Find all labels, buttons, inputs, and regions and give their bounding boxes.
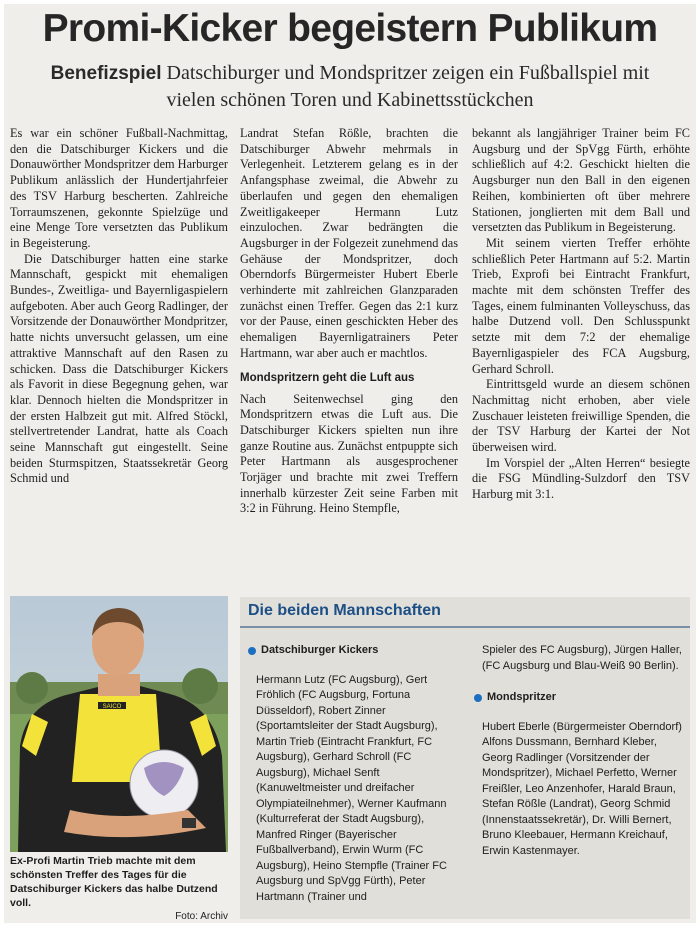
team-list-continued: [474, 643, 684, 859]
article-paragraph: bekannt als langjähriger Trainer beim FC Augsburg und der SpVgg Fürth, erhöhte schließlich auf 4:2. Geschickt hielten die Augsburger nun den Ball in den eigenen Reihen, kombinierten oft über mehrere Stationen, jonglierten mit dem Ball und versetzten das Publikum in Begeisterung.: [472, 126, 690, 235]
article-paragraph: Es war ein schöner Fußball-Nachmittag, den die Datschiburger Kickers und die Donauwörther Mondspritzer dem Harburger Publikum anlässlich der Hundertjahrfeier des TSV Harburg bescherten. Zahlreiche Torraumszenen, gekonnte Spielzüge und eine Menge Tore versetzten das Publikum in Begeisterung.: [10, 126, 228, 250]
article-column-3: [472, 126, 690, 586]
photo-caption: [10, 854, 228, 924]
crosshead: Mondspritzern geht die Luft aus: [240, 371, 415, 384]
photo-credit: Foto: Archiv: [175, 911, 228, 922]
bullet-icon: [248, 647, 256, 655]
article-column-2: [240, 126, 458, 586]
infobox-divider: [240, 626, 690, 628]
caption-text: Ex-Profi Martin Trieb machte mit dem schönsten Treffer des Tages für die Datschiburger Kickers das halbe Dutzend voll.: [10, 855, 218, 909]
team-name: Datschiburger Kickers: [261, 644, 379, 656]
team-heading: [248, 643, 464, 659]
team-heading: [474, 690, 684, 706]
photo-illustration: [10, 596, 228, 852]
article-column-1: [10, 126, 228, 586]
player-list: Hubert Eberle (Bürgermeister Oberndorf) Alfons Dussmann, Bernhard Kleber, Georg Radlinger (Vorsitzender der Mondspritzer), Michael Perfetto, Werner Freißler, Leo Anzenhofer, Harald Braun, Stefan Rößle (Landrat), Georg Schmid (Innenstaatssekretär), Dr. Willi Bernert, Bruno Kleebauer, Hermann Kreichauf, Erwin Kastenmayer.: [482, 720, 682, 857]
player-photo: [10, 596, 228, 852]
headline: Promi-Kicker begeistern Publikum: [42, 7, 658, 50]
article-paragraph: Nach Seitenwechsel ging den Mondspritzern etwas die Luft aus. Die Datschiburger Kickers spielten nun ihre ganze Routine aus. Zunächst entpuppte sich Peter Hartmann als ausgesprochener Torjäger und brachte mit zwei Treffern innerhalb kürzester Zeit seine Farben mit 3:2 in Führung. Heino Stempfle,: [240, 391, 458, 516]
article-paragraph: Eintrittsgeld wurde an diesem schönen Nachmittag nicht erhoben, aber viele Zuschauer leisteten freiwillige Spenden, die der TSV Harburg der Kartei der Not überweisen wird.: [472, 377, 690, 455]
teams-infobox: [240, 597, 690, 919]
infobox-title: Die beiden Mannschaften: [248, 602, 441, 619]
article-paragraph: Mit seinem vierten Treffer erhöhte schließlich Peter Hartmann auf 5:2. Martin Trieb, Exprofi bei Eintracht Frankfurt, machte mit dem schönsten Treffer des Tages, einem fulminanten Volleyschuss, das halbe Dutzend voll. Den Schlusspunkt setzte mit dem 7:2 der ehemalige Bayernligaspieler des FCA Augsburg, Gerhard Schroll.: [472, 235, 690, 376]
newspaper-page: [4, 4, 696, 923]
player-list-continued: Spieler des FC Augsburg), Jürgen Haller, (FC Augsburg und Blau-Weiß 90 Berlin).: [482, 644, 682, 672]
svg-text:SAICO: SAICO: [102, 704, 122, 710]
article-paragraph: Im Vorspiel der „Alten Herren“ besiegte die FSG Mündling-Sulzdorf den TSV Harburg mit 3:1.: [472, 455, 690, 502]
subheadline: [34, 60, 666, 113]
article-paragraph: Landrat Stefan Rößle, brachten die Datschiburger Abwehr mehrmals in Verlegenheit. Letzterem gelang es in der Anfangsphase zweimal, die Abwehr zu überlaufen und gegen den ehemaligen Zweitligakeeper Hermann Lutz einzulochen. Zwar bedrängten die Augsburger in der Folgezeit zunehmend das Gehäuse der Mondspritzer, doch Oberndorfs Bürgermeister Hubert Eberle verhinderte mit zahlreichen Glanzparaden zunächst einen Treffer. Gegen das 2:1 kurz vor der Pause, einen geschickten Heber des ehemaligen Bayernligatrainers Peter Hartmann, war aber auch er machtlos.: [240, 126, 458, 360]
bullet-icon: [474, 694, 482, 702]
player-list: Hermann Lutz (FC Augsburg), Gert Fröhlich (FC Augsburg, Fortuna Düsseldorf), Robert Zinner (Sportamtsleiter der Stadt Augsburg), Martin Trieb (Eintracht Frankfurt, FC Augsburg), Gerhard Schroll (FC Augsburg), Michael Senft (Kanuweltmeister und dreifacher Olympiateilnehmer), Werner Kaufmann (Kulturreferat der Stadt Augsburg), Manfred Ringer (Bayerischer Fußballverband), Erwin Wurm (FC Augsburg), Heino Stempfle (Trainer FC Augsburg und SpVgg Fürth), Peter Hartmann (Trainer und: [256, 673, 447, 903]
subhead-kicker: Benefizspiel: [50, 63, 162, 84]
article-paragraph: Die Datschiburger hatten eine starke Mannschaft, gespickt mit ehemaligen Bundes-, Zweitliga- und Bayernligaspielern aufgeboten. Aber auch Georg Radlinger, der Vorsitzende der Donauwörther Mondpritzer, hatte nichts unversucht gelassen, um eine attraktive Mannschaft auf den Rasen zu schicken. Dass die Datschiburger Kickers als Favorit in diese Begegnung gehen, war klar. Dennoch hielten die Mondspritzer in der ersten Halbzeit gut mit. Alfred Stöckl, stellvertretender Landrat, hatte als Coach seine Mannschaft gut eingestellt. Seine beiden Sturmspitzen, Staatssekretär Georg Schmid und: [10, 251, 228, 486]
team-name: Mondspritzer: [487, 691, 557, 703]
subhead-text: Datschiburger und Mondspritzer zeigen ein Fußballspiel mit vielen schönen Toren und Kabinettsstückchen: [166, 62, 650, 111]
team-datschiburger: [248, 643, 464, 905]
